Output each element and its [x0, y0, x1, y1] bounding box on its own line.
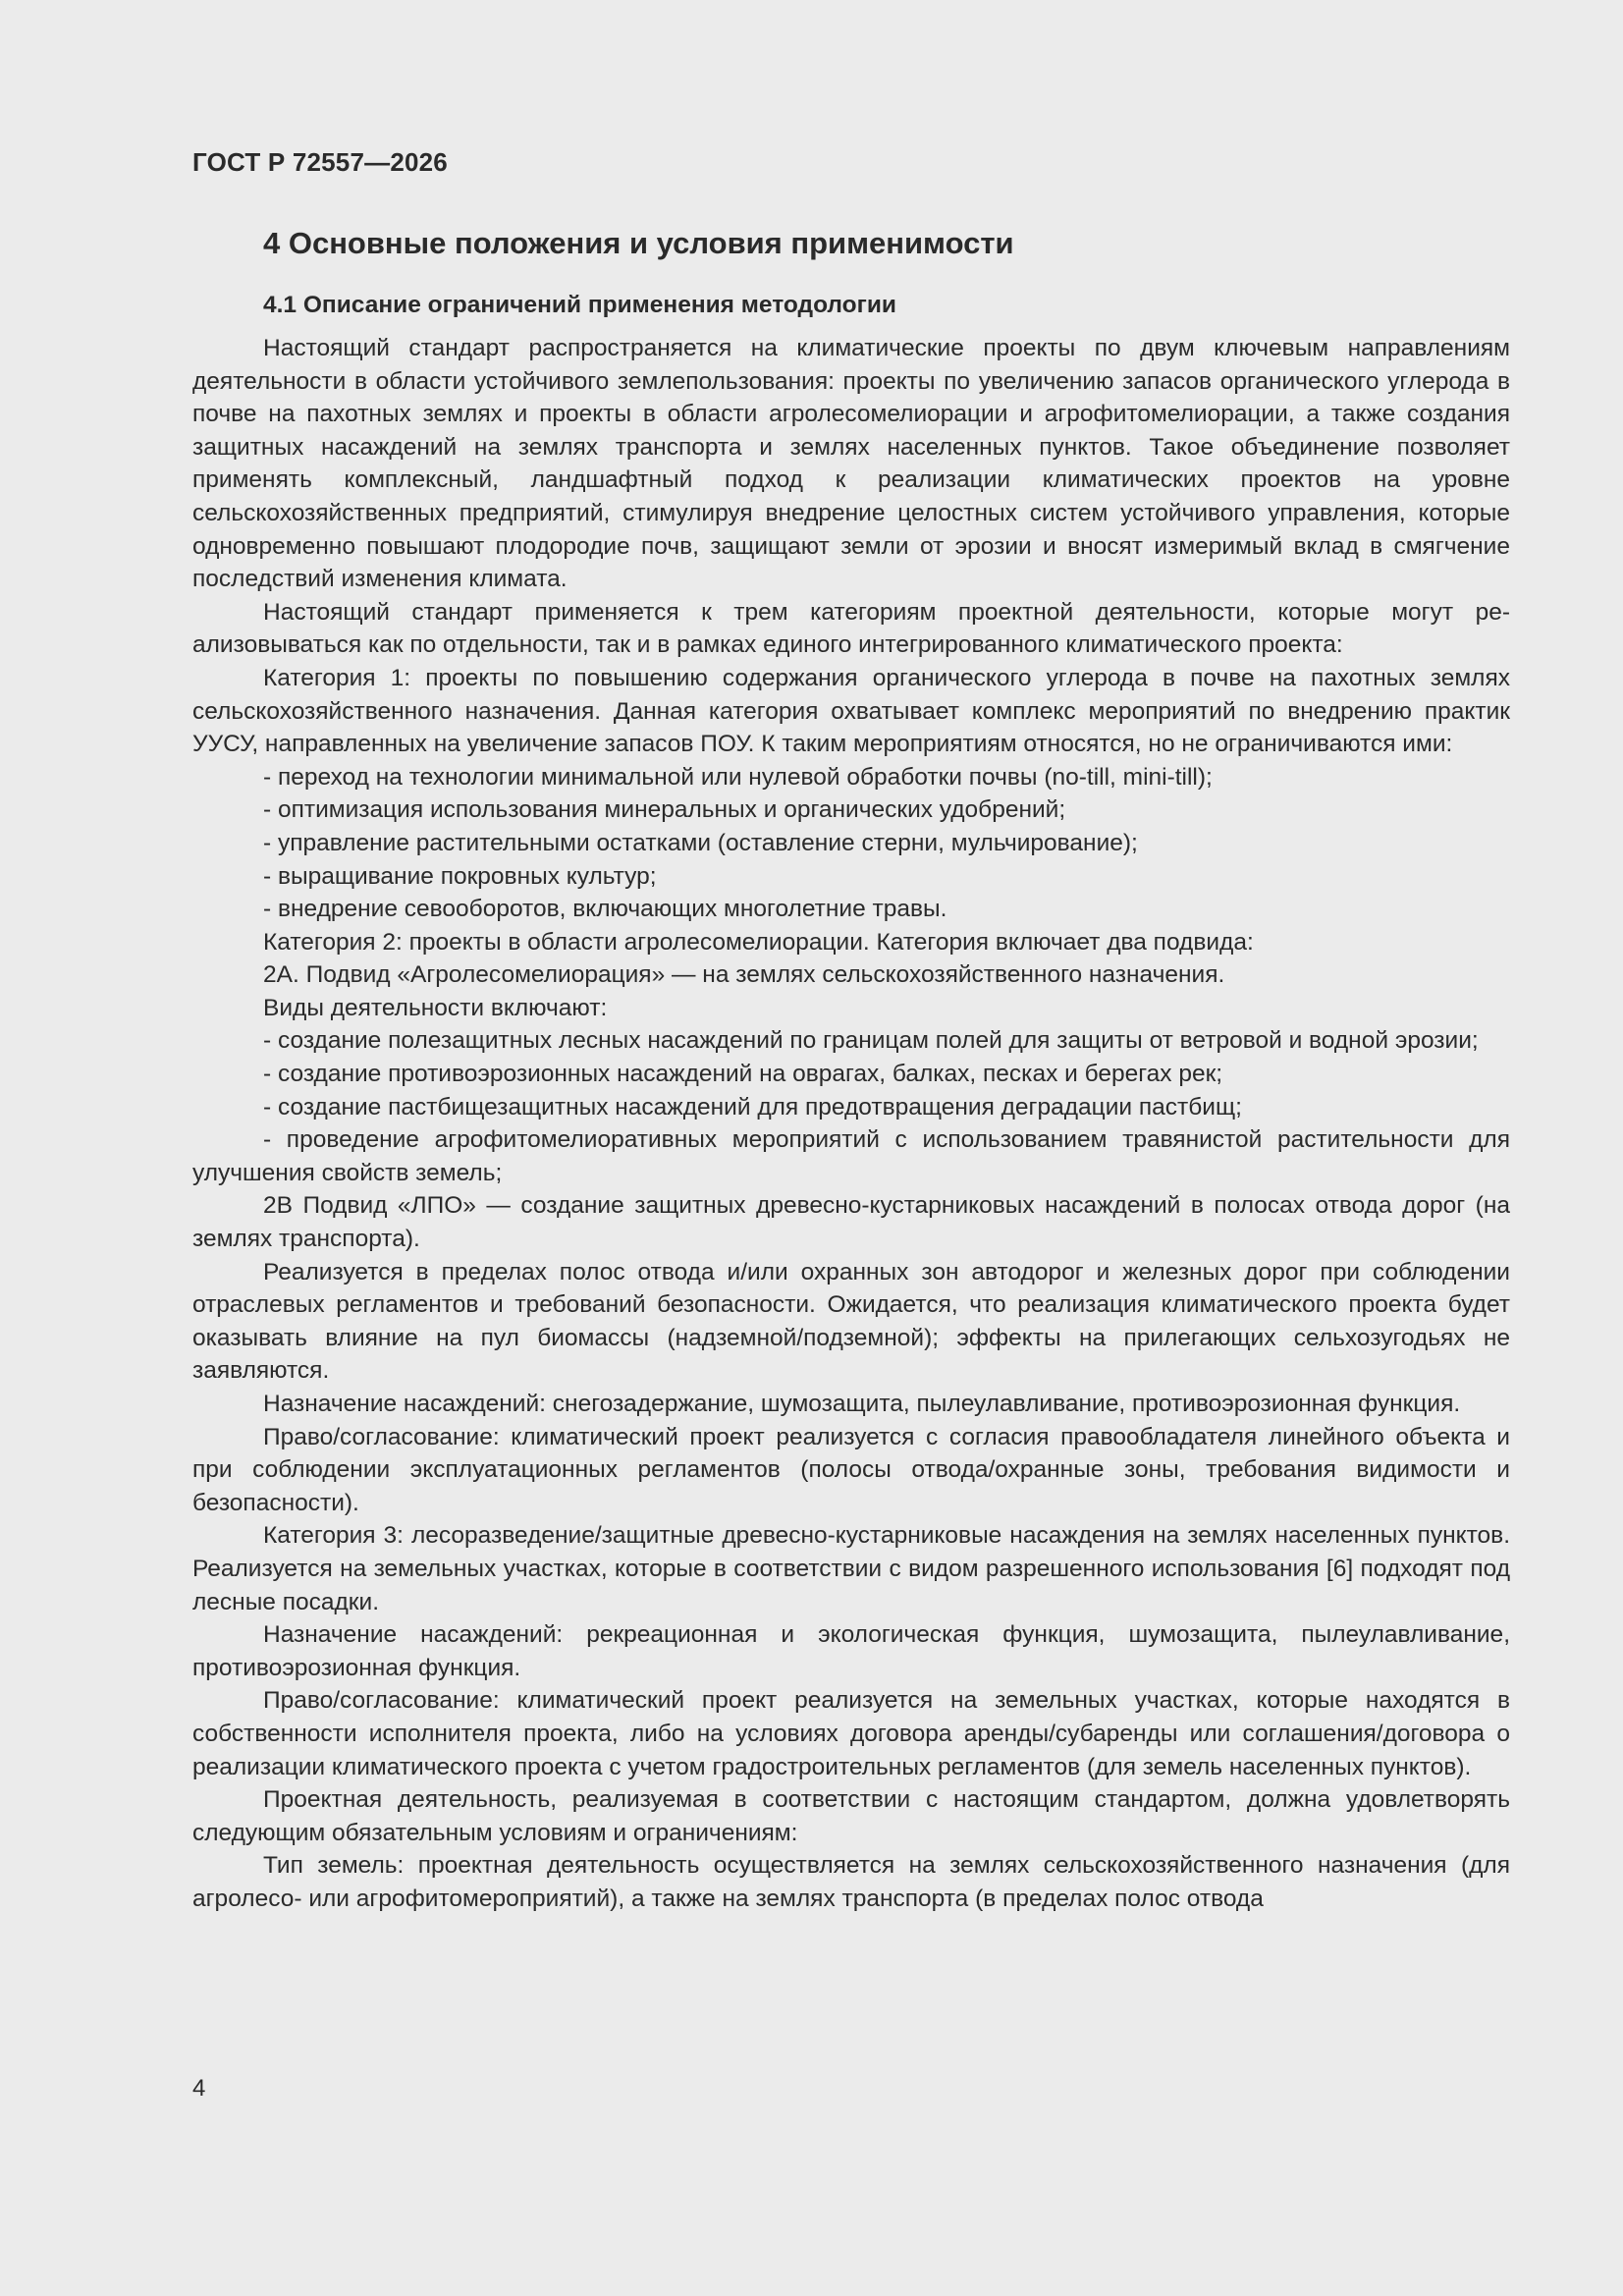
document-header: ГОСТ Р 72557—2026	[192, 147, 448, 177]
paragraph: Проектная деятельность, реализуемая в соответствии с настоящим стандартом, должна удовлетворять следующим обязательным условиям и ограничениям:	[192, 1786, 1510, 1846]
paragraph: Тип земель: проектная деятельность осуществляется на землях сельскохозяйственного назначения (для агролесо- или агрофитомероприятий), а также на землях транспорта (в пределах полос отвода	[192, 1852, 1510, 1912]
list-item: - создание полезащитных лесных насаждений по границам полей для защиты от ветровой и водной эрозии;	[263, 1027, 1479, 1055]
paragraph: Право/согласование: климатический проект реализуется с согласия правообладателя линейного объекта и при соблюдении эксплуатационных регламентов (полосы отвода/охранные зоны, требования видимости и безопасности).	[192, 1423, 1510, 1516]
body-text	[192, 332, 1510, 1916]
page-number: 4	[192, 2075, 206, 2102]
list-item: - выращивание покровных культур;	[263, 862, 657, 890]
paragraph: 2В Подвид «ЛПО» — создание защитных древесно-кустарниковых насаждений в полосах отвода дорог (на землях транспорта).	[192, 1192, 1510, 1253]
subsection-title: 4.1 Описание ограничений применения методологии	[263, 292, 896, 318]
paragraph: Категория 2: проекты в области агролесомелиорации. Категория включает два подвида:	[263, 928, 1254, 956]
paragraph: Категория 1: проекты по повышению содержания органического углерода в почве на пахотных землях сельскохозяйственного назначения. Данная категория охватывает комплекс мероприятий по внедрению практик УУСУ, направленных на увеличение запасов ПОУ. К таким мероприятиям относятся, но не ограничиваются ими:	[192, 664, 1510, 758]
paragraph: Право/согласование: климатический проект реализуется на земельных участках, которые находятся в собственности исполнителя проекта, либо на условиях договора аренды/субаренды или соглашения/договора о реализации климатического проекта с учетом градостроительных регламентов (для земель населенных пунктов).	[192, 1687, 1510, 1780]
paragraph: Назначение насаждений: рекреационная и экологическая функция, шумозащита, пылеулавливание, противоэрозионная функция.	[192, 1621, 1510, 1681]
paragraph: Назначение насаждений: снегозадержание, шумозащита, пылеулавливание, противоэрозионная функция.	[263, 1391, 1461, 1417]
list-item: - создание противоэрозионных насаждений на оврагах, балках, песках и берегах рек;	[263, 1061, 1223, 1088]
paragraph: Виды деятельности включают:	[263, 994, 608, 1021]
section-title: 4 Основные положения и условия применимости	[263, 226, 1014, 260]
paragraph: Категория 3: лесоразведение/защитные древесно-кустарниковые насаждения на землях населенных пунктов. Реализуется на земельных участках, которые в соответствии с видом разрешенного использования [6] подходят под лесные посадки.	[192, 1522, 1510, 1615]
paragraph: 2А. Подвид «Агролесомелиорация» — на землях сельскохозяйственного назначения.	[263, 961, 1225, 989]
list-item: - оптимизация использования минеральных и органических удобрений;	[263, 796, 1066, 824]
paragraph: Настоящий стандарт применяется к трем категориям проектной деятельности, которые могут реализовываться как по отдельности, так и в рамках единого интегрированного климатического проекта:	[192, 598, 1510, 659]
list-item: - проведение агрофитомелиоративных мероприятий с использованием травянистой растительности для улучшения свойств земель;	[192, 1126, 1510, 1186]
list-item: - управление растительными остатками (оставление стерни, мульчирование);	[263, 829, 1138, 856]
list-item: - создание пастбищезащитных насаждений для предотвращения деградации пастбищ;	[263, 1093, 1242, 1121]
paragraph: Настоящий стандарт распространяется на климатические проекты по двум ключевым направлениям деятельности в области устойчивого землепользования: проекты по увеличению запасов органического углерода в почве на пахотных землях и проекты в области агролесомелиорации и агрофитомелиорации, а также создания защитных насаждений на землях транспорта и землях населенных пунктов. Такое объединение позволяет применять комплексный, ландшафтный подход к реализации климатических проектов на уровне сельскохозяйственных предприятий, стимулируя внедрение целостных систем устойчивого управления, которые одновременно повышают плодородие почв, защищают земли от эрозии и вносят измеримый вклад в смягчение последствий изменения климата.	[192, 335, 1510, 593]
page-content	[192, 224, 1510, 1916]
paragraph: Реализуется в пределах полос отвода и/или охранных зон автодорог и железных дорог при соблюдении отраслевых регламентов и требований безопасности. Ожидается, что реализация климатического проекта будет оказывать влияние на пул биомассы (надземной/подземной); эффекты на прилегающих сельхозугодьях не заявляются.	[192, 1258, 1510, 1385]
list-item: - переход на технологии минимальной или нулевой обработки почвы (no-till, mini-till);	[263, 763, 1213, 791]
list-item: - внедрение севооборотов, включающих многолетние травы.	[263, 896, 947, 923]
